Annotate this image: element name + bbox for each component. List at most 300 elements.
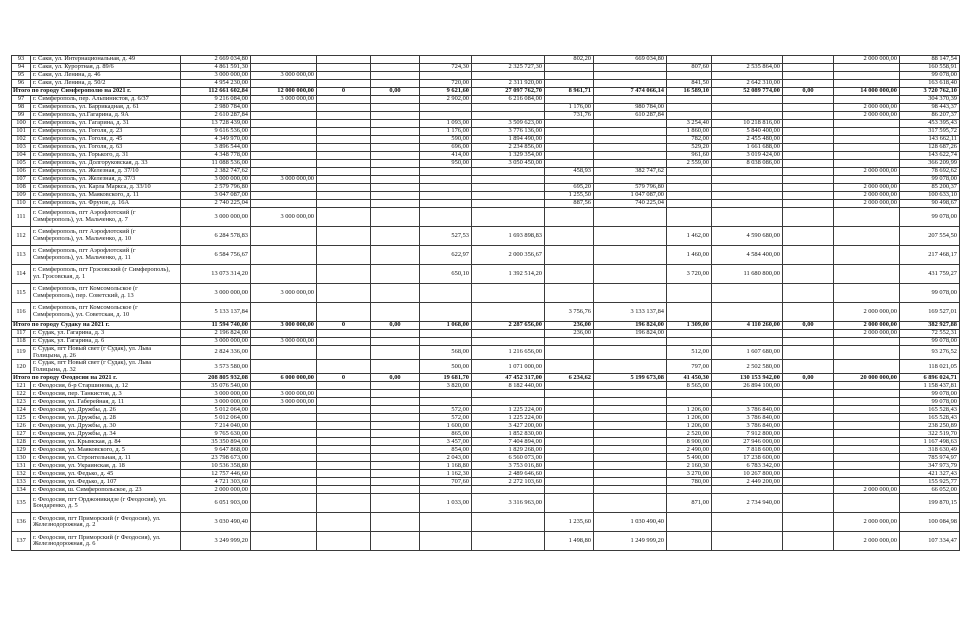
value-cell-3 [371,303,420,322]
value-cell-11 [834,160,900,168]
value-cell-8 [667,303,712,322]
value-cell-3 [371,486,420,494]
address-cell: г. Феодосия, ул. Украинская, д. 18 [31,462,181,470]
value-cell-6 [545,478,594,486]
value-cell-9: 4 110 260,00 [712,322,783,330]
value-cell-11: 2 000 000,00 [834,486,900,494]
value-cell-12: 143 622,74 [900,152,960,160]
value-cell-9 [712,513,783,532]
value-cell-1: 3 000 000,00 [251,284,317,303]
value-cell-1 [251,414,317,422]
value-cell-11: 2 000 000,00 [834,322,900,330]
value-cell-12: 143 662,11 [900,136,960,144]
value-cell-7: 610 287,84 [594,112,667,120]
value-cell-4 [420,532,472,551]
value-cell-3 [371,360,420,374]
value-cell-9: 2 455 480,00 [712,136,783,144]
value-cell-4 [420,486,472,494]
value-cell-5 [472,200,545,208]
value-cell-11: 2 000 000,00 [834,330,900,338]
value-cell-7: 1 249 999,20 [594,532,667,551]
row-number: 114 [12,265,31,284]
value-cell-6 [545,208,594,227]
value-cell-8: 1 206,00 [667,414,712,422]
address-cell: г. Феодосия, ул. Дружбы, д. 26 [31,406,181,414]
value-cell-6 [545,176,594,184]
value-cell-12: 317 595,72 [900,128,960,136]
value-cell-12: 66 052,00 [900,486,960,494]
value-cell-8: 841,50 [667,80,712,88]
value-cell-7: 196 824,00 [594,330,667,338]
value-cell-6: 731,76 [545,112,594,120]
value-cell-11: 2 000 000,00 [834,192,900,200]
value-cell-1 [251,80,317,88]
value-cell-12: 155 925,77 [900,478,960,486]
value-cell-7 [594,398,667,406]
table-row [12,338,960,346]
value-cell-6: 8 961,71 [545,88,594,96]
value-cell-5 [472,208,545,227]
value-cell-2 [317,478,371,486]
value-cell-10 [783,454,834,462]
value-cell-11 [834,430,900,438]
row-number: 129 [12,446,31,454]
value-cell-4 [420,72,472,80]
row-number: 135 [12,494,31,513]
value-cell-12: 85 200,37 [900,184,960,192]
value-cell-5: 2 000 356,67 [472,246,545,265]
value-cell-6 [545,494,594,513]
value-cell-9: 3 786 840,00 [712,414,783,422]
value-cell-12: 99 078,00 [900,398,960,406]
value-cell-11: 2 000 000,00 [834,168,900,176]
value-cell-6: 458,93 [545,168,594,176]
address-cell: г. Симферополь, ул. Карла Маркса, д. 33/10 [31,184,181,192]
value-cell-7: 740 225,04 [594,200,667,208]
value-cell-2 [317,486,371,494]
value-cell-3 [371,56,420,64]
value-cell-9: 7 912 800,00 [712,430,783,438]
value-cell-8: 961,60 [667,152,712,160]
value-cell-6 [545,160,594,168]
row-number: 115 [12,284,31,303]
value-cell-7 [594,478,667,486]
value-cell-2 [317,398,371,406]
value-cell-8 [667,338,712,346]
value-cell-9: 2 642 310,00 [712,80,783,88]
value-cell-2 [317,200,371,208]
total-cost-cell: 9 765 630,00 [181,430,251,438]
value-cell-1 [251,144,317,152]
value-cell-6: 1 498,80 [545,532,594,551]
value-cell-12: 100 084,98 [900,513,960,532]
value-cell-9: 4 590 680,00 [712,227,783,246]
value-cell-6 [545,72,594,80]
table-row [12,303,960,322]
value-cell-12: 163 618,40 [900,80,960,88]
value-cell-6: 3 756,76 [545,303,594,322]
value-cell-7 [594,470,667,478]
total-cost-cell: 35 350 894,00 [181,438,251,446]
total-cost-cell: 11 088 536,00 [181,160,251,168]
value-cell-10 [783,390,834,398]
total-cost-cell: 3 030 490,40 [181,513,251,532]
value-cell-4 [420,390,472,398]
row-number: 130 [12,454,31,462]
value-cell-11 [834,470,900,478]
table-row [12,96,960,104]
value-cell-10 [783,346,834,360]
table-row [12,330,960,338]
value-cell-5: 1 216 656,00 [472,346,545,360]
address-cell: г. Феодосия, ул. Габерейная, д. 11 [31,398,181,406]
value-cell-11: 2 000 000,00 [834,303,900,322]
address-cell: г. Симферополь, ул. Маяковского, д. 11 [31,192,181,200]
address-cell: г. Феодосия, ул. Дружбы, д. 34 [31,430,181,438]
value-cell-11 [834,227,900,246]
value-cell-1 [251,360,317,374]
value-cell-4: 1 033,00 [420,494,472,513]
value-cell-9 [712,486,783,494]
value-cell-1 [251,265,317,284]
value-cell-1 [251,168,317,176]
value-cell-4: 572,00 [420,414,472,422]
value-cell-10 [783,246,834,265]
value-cell-4: 2 043,00 [420,454,472,462]
value-cell-5: 3 427 200,00 [472,422,545,430]
value-cell-9: 2 734 940,00 [712,494,783,513]
row-number: 98 [12,104,31,112]
table-row [12,56,960,64]
value-cell-1: 3 000 000,00 [251,176,317,184]
value-cell-7: 1 047 087,00 [594,192,667,200]
value-cell-8: 512,00 [667,346,712,360]
value-cell-11: 2 000 000,00 [834,56,900,64]
value-cell-2 [317,265,371,284]
value-cell-2 [317,136,371,144]
value-cell-3 [371,96,420,104]
value-cell-6 [545,360,594,374]
value-cell-2 [317,160,371,168]
value-cell-7 [594,438,667,446]
value-cell-1: 3 000 000,00 [251,338,317,346]
value-cell-6 [545,462,594,470]
value-cell-11 [834,144,900,152]
value-cell-12: 366 209,99 [900,160,960,168]
value-cell-2 [317,462,371,470]
value-cell-2 [317,438,371,446]
value-cell-2 [317,422,371,430]
value-cell-3 [371,338,420,346]
value-cell-1 [251,382,317,390]
subtotal-row [12,322,960,330]
value-cell-5: 3 776 136,00 [472,128,545,136]
value-cell-3 [371,128,420,136]
value-cell-3 [371,513,420,532]
total-cost-cell: 4 954 230,00 [181,80,251,88]
value-cell-5: 1 852 830,00 [472,430,545,438]
value-cell-10 [783,184,834,192]
value-cell-4: 3 457,00 [420,438,472,446]
value-cell-2 [317,346,371,360]
value-cell-11: 14 000 000,00 [834,88,900,96]
value-cell-5: 3 050 450,00 [472,160,545,168]
total-cost-cell: 12 757 446,60 [181,470,251,478]
value-cell-12: 199 870,15 [900,494,960,513]
table-row [12,486,960,494]
table-row [12,208,960,227]
value-cell-8: 8 565,00 [667,382,712,390]
value-cell-9: 6 783 342,00 [712,462,783,470]
value-cell-7: 196 824,00 [594,322,667,330]
total-cost-cell: 23 798 673,00 [181,454,251,462]
value-cell-2 [317,446,371,454]
value-cell-8: 2 520,00 [667,430,712,438]
address-cell: г. Феодосия, пер. Танкистов, д. 3 [31,390,181,398]
value-cell-2 [317,168,371,176]
value-cell-2: 0 [317,374,371,382]
table-row [12,246,960,265]
value-cell-1 [251,184,317,192]
address-cell: г. Феодосия, ул. Федько, д. 45 [31,470,181,478]
value-cell-5: 6 216 084,00 [472,96,545,104]
value-cell-11: 2 000 000,00 [834,532,900,551]
value-cell-2 [317,390,371,398]
value-cell-6: 6 234,62 [545,374,594,382]
subtotal-label: Итого по городу Симферополю на 2021 г. [12,88,181,96]
value-cell-1 [251,104,317,112]
value-cell-5 [472,303,545,322]
value-cell-4 [420,176,472,184]
value-cell-4: 1 162,30 [420,470,472,478]
value-cell-5: 1 894 490,00 [472,136,545,144]
value-cell-10 [783,200,834,208]
value-cell-2: 0 [317,88,371,96]
value-cell-6 [545,382,594,390]
value-cell-10 [783,227,834,246]
value-cell-7 [594,486,667,494]
value-cell-11 [834,120,900,128]
value-cell-12: 322 519,70 [900,430,960,438]
value-cell-1: 3 000 000,00 [251,72,317,80]
value-cell-1 [251,136,317,144]
value-cell-5: 1 071 000,00 [472,360,545,374]
value-cell-2 [317,192,371,200]
value-cell-6 [545,406,594,414]
address-cell: г. Судак, пгт Новый свет (г Судак), ул. Льва Голицына, д. 32 [31,360,181,374]
value-cell-4: 572,00 [420,406,472,414]
value-cell-12: 1 158 437,81 [900,382,960,390]
value-cell-2 [317,144,371,152]
total-cost-cell: 4 349 970,00 [181,136,251,144]
table-row [12,104,960,112]
table-row [12,284,960,303]
value-cell-3 [371,470,420,478]
subtotal-row [12,88,960,96]
value-cell-6: 695,20 [545,184,594,192]
value-cell-5: 1 392 514,20 [472,265,545,284]
address-cell: г. Феодосия, пгт Орджоникидзе (г Феодосия), ул. Бондаренко, д. 5 [31,494,181,513]
value-cell-4 [420,168,472,176]
value-cell-12: 118 021,05 [900,360,960,374]
value-cell-12: 88 147,54 [900,56,960,64]
value-cell-8 [667,532,712,551]
value-cell-2 [317,494,371,513]
address-cell: г. Симферополь, пгт Аэрофлотский (г Симферополь), ул. Мальченко, д. 7 [31,208,181,227]
value-cell-9 [712,104,783,112]
value-cell-8: 797,00 [667,360,712,374]
value-cell-9 [712,200,783,208]
value-cell-7: 980 784,00 [594,104,667,112]
value-cell-2 [317,56,371,64]
value-cell-6: 1 255,50 [545,192,594,200]
total-cost-cell: 10 536 358,80 [181,462,251,470]
address-cell: г. Феодосия, ш. Симферопольское, д. 23 [31,486,181,494]
value-cell-5: 2 234 856,00 [472,144,545,152]
row-number: 124 [12,406,31,414]
value-cell-9: 2 535 864,00 [712,64,783,72]
total-cost-cell: 2 740 225,04 [181,200,251,208]
value-cell-11: 2 000 000,00 [834,200,900,208]
table-row [12,470,960,478]
value-cell-3 [371,104,420,112]
total-cost-cell: 5 012 064,00 [181,406,251,414]
value-cell-4: 1 093,00 [420,120,472,128]
value-cell-3 [371,152,420,160]
value-cell-7: 3 133 137,84 [594,303,667,322]
table-row [12,128,960,136]
total-cost-cell: 3 000 000,00 [181,284,251,303]
address-cell: г. Симферополь, пгт Аэрофлотский (г Симферополь), ул. Мальченко, д. 11 [31,246,181,265]
value-cell-12: 93 276,52 [900,346,960,360]
row-number: 101 [12,128,31,136]
value-cell-11 [834,422,900,430]
value-cell-4: 527,53 [420,227,472,246]
value-cell-3 [371,246,420,265]
value-cell-1 [251,346,317,360]
value-cell-9 [712,338,783,346]
value-cell-4: 1 176,00 [420,128,472,136]
value-cell-7 [594,120,667,128]
value-cell-4 [420,284,472,303]
table-row [12,200,960,208]
value-cell-7: 382 747,62 [594,168,667,176]
value-cell-5 [472,338,545,346]
value-cell-8: 1 206,00 [667,422,712,430]
value-cell-11: 2 000 000,00 [834,112,900,120]
table-row [12,80,960,88]
value-cell-12: 6 896 024,71 [900,374,960,382]
address-cell: г. Феодосия, ул. Маяковского, д. 5 [31,446,181,454]
value-cell-4: 854,00 [420,446,472,454]
value-cell-1 [251,128,317,136]
value-cell-12: 98 443,37 [900,104,960,112]
total-cost-cell: 9 216 084,00 [181,96,251,104]
value-cell-3 [371,284,420,303]
value-cell-9 [712,192,783,200]
value-cell-2 [317,184,371,192]
value-cell-7 [594,265,667,284]
value-cell-10 [783,398,834,406]
value-cell-7: 669 034,80 [594,56,667,64]
value-cell-2 [317,208,371,227]
value-cell-5 [472,112,545,120]
row-number: 122 [12,390,31,398]
value-cell-4 [420,104,472,112]
value-cell-5: 2 272 103,60 [472,478,545,486]
total-cost-cell: 6 051 903,00 [181,494,251,513]
value-cell-10 [783,446,834,454]
value-cell-5: 2 325 727,30 [472,64,545,72]
value-cell-2 [317,470,371,478]
total-cost-cell: 3 000 000,00 [181,176,251,184]
table-row [12,430,960,438]
value-cell-5: 47 452 317,00 [472,374,545,382]
total-cost-cell: 2 980 784,00 [181,104,251,112]
row-number: 133 [12,478,31,486]
value-cell-8 [667,390,712,398]
value-cell-8: 3 720,00 [667,265,712,284]
value-cell-10 [783,192,834,200]
table-row [12,398,960,406]
value-cell-4: 650,10 [420,265,472,284]
value-cell-6 [545,398,594,406]
total-cost-cell: 13 073 314,20 [181,265,251,284]
address-cell: г. Симферополь, ул. Горького, д. 31 [31,152,181,160]
value-cell-2 [317,104,371,112]
value-cell-2 [317,227,371,246]
value-cell-7: 579 796,80 [594,184,667,192]
value-cell-8 [667,104,712,112]
value-cell-8: 1 860,00 [667,128,712,136]
value-cell-1 [251,56,317,64]
total-cost-cell: 11 594 740,00 [181,322,251,330]
value-cell-7 [594,430,667,438]
value-cell-4 [420,330,472,338]
subtotal-row [12,374,960,382]
value-cell-8 [667,192,712,200]
value-cell-11 [834,414,900,422]
value-cell-8: 782,00 [667,136,712,144]
row-number: 128 [12,438,31,446]
value-cell-2 [317,414,371,422]
total-cost-cell: 4 861 591,30 [181,64,251,72]
address-cell: г. Феодосия, ул. Дружбы, д. 28 [31,414,181,422]
value-cell-12: 382 927,88 [900,322,960,330]
value-cell-3 [371,72,420,80]
value-cell-2 [317,430,371,438]
value-cell-9: 11 680 800,00 [712,265,783,284]
value-cell-12: 99 078,00 [900,176,960,184]
value-cell-3 [371,532,420,551]
value-cell-12: 78 692,62 [900,168,960,176]
value-cell-1 [251,192,317,200]
value-cell-11 [834,152,900,160]
value-cell-4 [420,200,472,208]
value-cell-10 [783,330,834,338]
value-cell-1 [251,454,317,462]
value-cell-9: 4 584 400,00 [712,246,783,265]
row-number: 112 [12,227,31,246]
total-cost-cell: 6 584 756,67 [181,246,251,265]
value-cell-9: 7 818 600,00 [712,446,783,454]
total-cost-cell: 9 616 536,00 [181,128,251,136]
value-cell-3 [371,438,420,446]
row-number: 96 [12,80,31,88]
value-cell-10 [783,513,834,532]
address-cell: г. Феодосия, пгт Приморский (г Феодосия), ул. Железнодорожная, д. 6 [31,532,181,551]
row-number: 95 [12,72,31,80]
